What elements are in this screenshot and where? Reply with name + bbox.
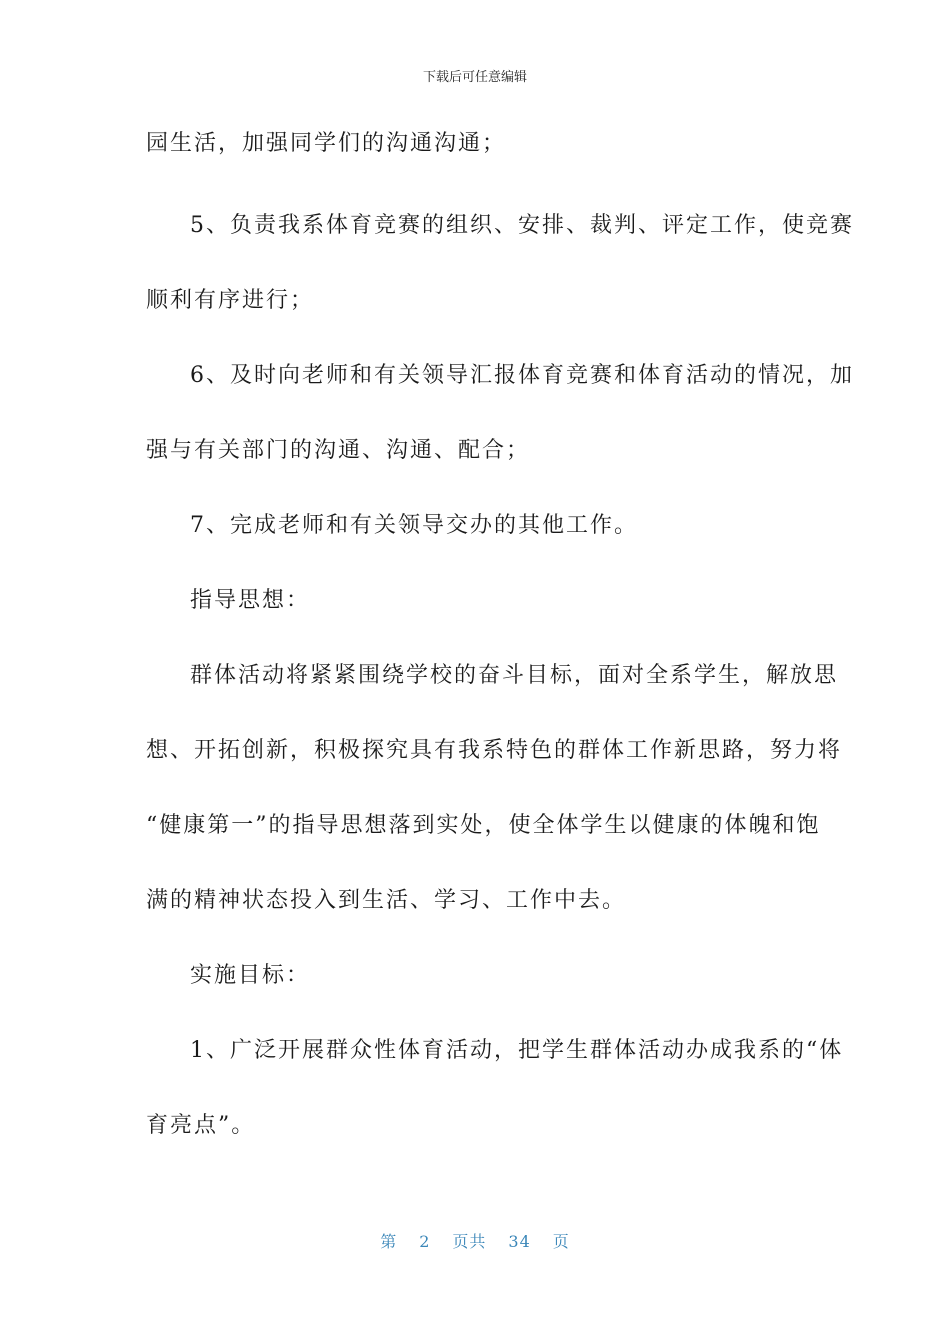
footer-page-number: 2	[419, 1232, 431, 1251]
footer-total-pages: 34	[508, 1232, 531, 1251]
page-header-note: 下载后可任意编辑	[422, 70, 527, 85]
text-line: 强与有关部门的沟通、沟通、配合；	[146, 438, 531, 463]
footer-middle: 页共	[452, 1232, 487, 1251]
footer-prefix: 第	[380, 1232, 398, 1251]
text-line: 群体活动将紧紧围绕学校的奋斗目标，面对全系学生，解放思	[190, 663, 839, 688]
text-line: 7、完成老师和有关领导交办的其他工作。	[190, 513, 638, 538]
text-line: 满的精神状态投入到生活、学习、工作中去。	[146, 888, 627, 913]
text-line: 想、开拓创新，积极探究具有我系特色的群体工作新思路，努力将	[146, 738, 843, 763]
text-line: 6、及时向老师和有关领导汇报体育竞赛和体育活动的情况，加	[190, 363, 854, 388]
section-heading: 指导思想：	[190, 588, 311, 613]
footer-suffix: 页	[552, 1232, 570, 1251]
page-footer	[0, 1229, 950, 1252]
text-line: 园生活，加强同学们的沟通沟通；	[146, 131, 507, 156]
text-line: 1、广泛开展群众性体育活动，把学生群体活动办成我系的“体	[190, 1038, 844, 1063]
text-line: “健康第一”的指导思想落到实处，使全体学生以健康的体魄和饱	[146, 813, 821, 838]
text-line: 顺利有序进行；	[146, 288, 315, 313]
text-line: 5、负责我系体育竞赛的组织、安排、裁判、评定工作，使竞赛	[190, 213, 854, 238]
section-heading: 实施目标：	[190, 963, 311, 988]
text-line: 育亮点”。	[146, 1113, 256, 1138]
